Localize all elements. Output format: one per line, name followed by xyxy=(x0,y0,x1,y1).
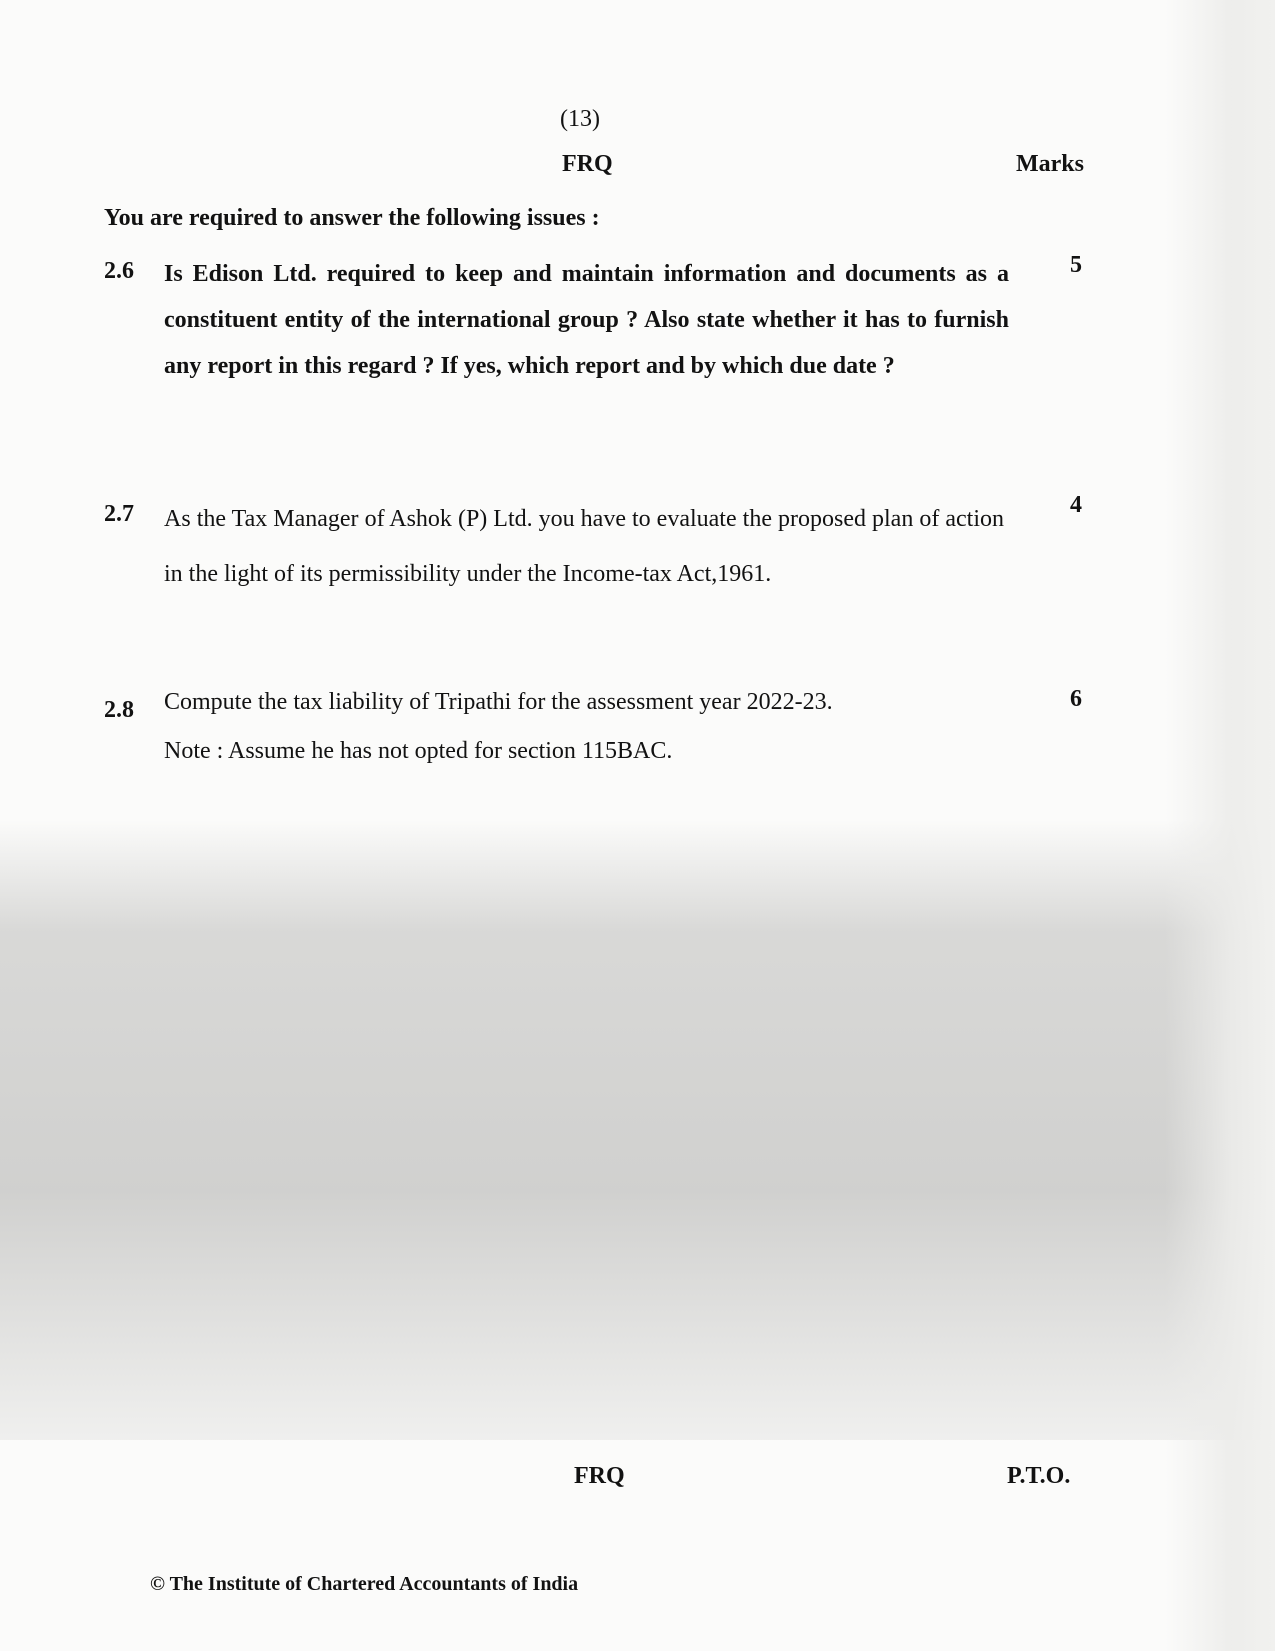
question-text: Compute the tax liability of Tripathi for the assessment year 2022-23. xyxy=(164,689,833,715)
question-text: As the Tax Manager of Ashok (P) Ltd. you have to evaluate the proposed plan of action in the light of its permissibility under the Income-tax Act,1961. xyxy=(164,506,1004,587)
question-number: 2.8 xyxy=(104,697,134,723)
page-turn-over: P.T.O. xyxy=(1007,1463,1071,1489)
question-number: 2.7 xyxy=(104,501,134,527)
page-edge xyxy=(1165,0,1275,1651)
marks-column-heading: Marks xyxy=(1016,151,1084,177)
footer-section-label: FRQ xyxy=(574,1463,625,1489)
question-marks: 6 xyxy=(1070,686,1082,712)
section-title: FRQ xyxy=(562,151,613,177)
question-note: Note : Assume he has not opted for section 115BAC. xyxy=(164,738,673,764)
instruction-text: You are required to answer the following issues : xyxy=(104,205,600,231)
question-number: 2.6 xyxy=(104,258,134,284)
scan-shadow xyxy=(0,820,1275,1440)
copyright-notice: © The Institute of Chartered Accountants of India xyxy=(150,1573,579,1595)
page-number: (13) xyxy=(560,106,600,132)
question-marks: 5 xyxy=(1070,252,1082,278)
question-marks: 4 xyxy=(1070,492,1082,518)
question-text: Is Edison Ltd. required to keep and maintain information and documents as a constituent entity of the international group ? Also state whether it has to furnish any report in this regard ? If yes, which report and by which due date ? xyxy=(164,261,1009,379)
